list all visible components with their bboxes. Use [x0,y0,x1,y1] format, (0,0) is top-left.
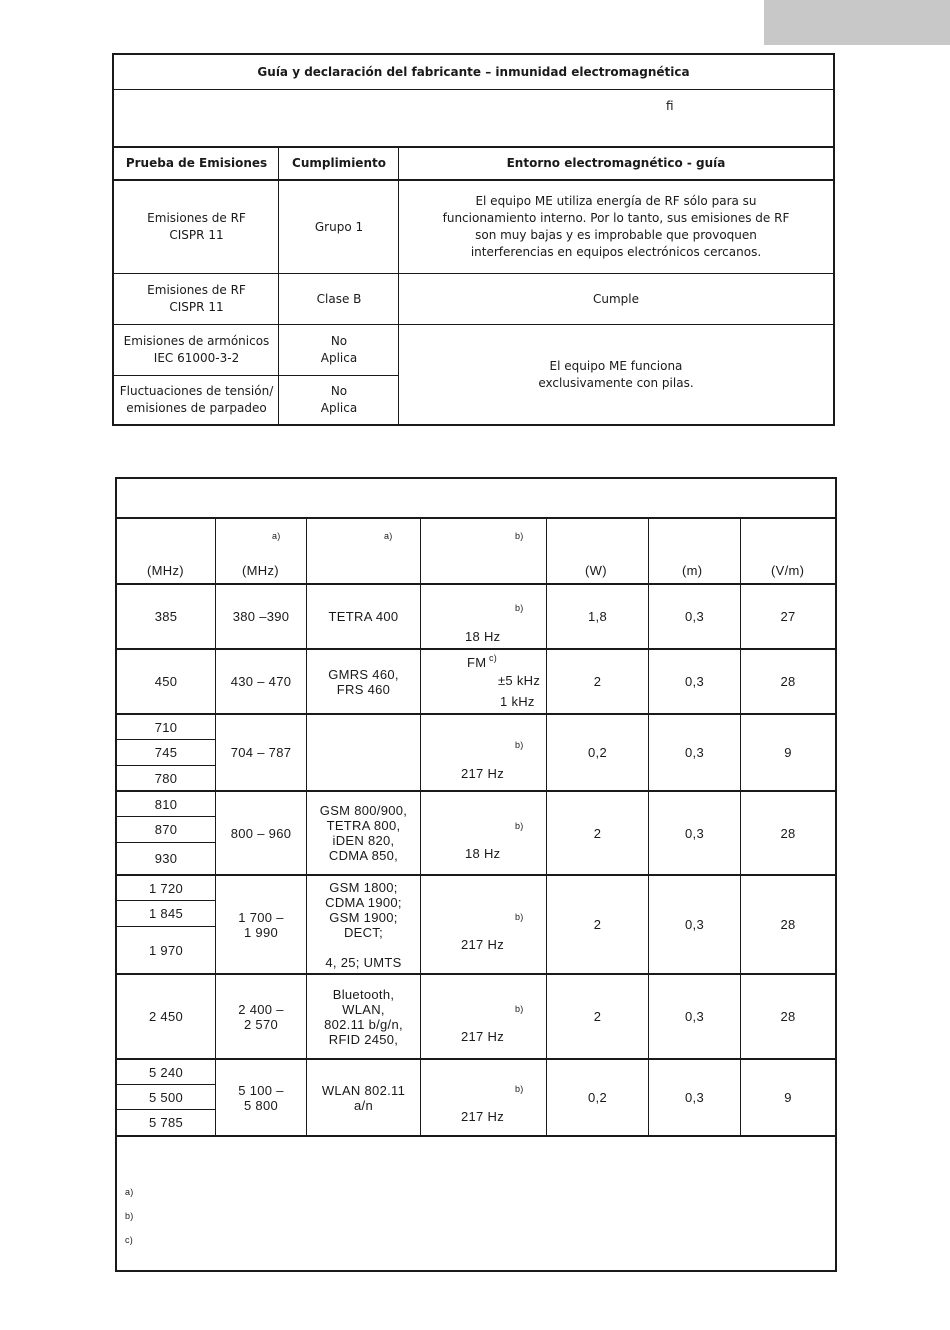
footnote-marker-a: a) [125,1187,134,1197]
band-cell: 1 700 – 1 990 [238,909,284,940]
footnote-marker-c: c) [125,1235,134,1245]
service-cell: GSM 800/900, TETRA 800, iDEN 820, CDMA 850, [319,803,408,863]
band-cell: 704 – 787 [230,745,292,760]
freq-cell: 1 970 [148,942,184,958]
freq-cell: 385 [154,609,178,624]
header-note-service: a) [384,531,393,541]
modulation-text: 217 Hz [461,937,504,952]
freq-cell: 1 720 [148,880,184,896]
distance-cell: 0,3 [685,745,704,760]
distance-cell: 0,3 [685,1090,704,1105]
freq-cell: 780 [154,770,178,786]
header-note-band: a) [272,531,281,541]
service-cell: GSM 1800; CDMA 1900; GSM 1900; DECT; 4, 25; UMTS [325,879,402,970]
row3-test: Emisiones de armónicos IEC 61000-3-2 [123,334,270,365]
header-note-modulation: b) [515,531,524,541]
power-cell: 2 [593,674,602,689]
table-title: Guía y declaración del fabricante – inmunidad electromagnética [257,64,690,79]
power-cell: 1,8 [588,609,607,624]
freq-cell: 810 [154,796,178,812]
unit-band: (MHz) [242,563,279,578]
freq-cell: 2 450 [148,1009,184,1024]
service-cell: Bluetooth, WLAN, 802.11 b/g/n, RFID 2450, [324,986,403,1047]
row3-compliance: No Aplica [320,334,358,365]
modulation-text: 217 Hz [461,766,504,781]
footnote-marker-b: b) [125,1211,134,1221]
band-cell: 380 –390 [232,609,290,624]
power-cell: 2 [593,917,602,932]
freq-cell: 5 785 [148,1115,184,1130]
freq-cell: 745 [154,745,178,760]
rf-immunity-table [115,477,837,1272]
level-cell: 27 [780,609,796,624]
row2-compliance: Clase B [316,291,362,306]
power-cell: 0,2 [588,745,607,760]
freq-cell: 870 [154,822,178,837]
modulation-note: b) [515,1004,524,1014]
row1-compliance: Grupo 1 [314,219,364,234]
row2-test: Emisiones de RF CISPR 11 [147,283,246,314]
row1-test: Emisiones de RF CISPR 11 [147,211,246,242]
modulation-text: 18 Hz [465,846,501,861]
service-cell: TETRA 400 [328,609,399,624]
freq-cell: 930 [154,851,178,866]
level-cell: 28 [780,825,796,841]
power-cell: 2 [593,825,602,841]
band-cell: 800 – 960 [230,825,292,841]
unit-distance: (m) [682,563,703,578]
modulation-note: b) [515,1084,524,1094]
freq-cell: 5 500 [148,1089,184,1105]
level-cell: 28 [780,674,796,689]
level-cell: 9 [784,745,792,760]
row2-environment: Cumple [592,291,639,306]
emissions-table [112,53,835,426]
freq-cell: 1 845 [148,906,184,921]
band-cell: 5 100 – 5 800 [238,1082,284,1113]
header-compliance: Cumplimiento [292,156,386,170]
row1-environment: El equipo ME utiliza energía de RF sólo para su funcionamiento interno. Por lo tanto, sus emisiones de RF son muy bajas y es improbable que provoquen interferencias en equipos electrónicos cercanos. [442,194,790,259]
modulation-fm: FM [467,655,487,670]
merged-environment: El equipo ME funciona exclusivamente con pilas. [538,358,694,390]
header-environment: Entorno electromagnético - guía [506,156,726,170]
level-cell: 28 [780,917,796,932]
freq-cell: 450 [154,674,178,689]
power-cell: 2 [593,1009,602,1024]
modulation-text: 217 Hz [461,1109,504,1124]
freq-cell: 710 [154,719,178,735]
unit-power: (W) [585,563,607,578]
modulation-deviation: ±5 kHz [498,673,541,688]
distance-cell: 0,3 [685,825,704,841]
page-corner-tab [764,0,950,45]
header-test: Prueba de Emisiones [125,156,268,170]
distance-cell: 0,3 [685,1009,704,1024]
level-cell: 28 [780,1009,796,1024]
power-cell: 0,2 [588,1090,607,1105]
modulation-note: b) [515,740,524,750]
distance-cell: 0,3 [685,674,704,689]
row4-test: Fluctuaciones de tensión/ emisiones de parpadeo [119,384,274,415]
band-cell: 430 – 470 [230,674,292,689]
modulation-text: 18 Hz [465,629,501,644]
modulation-note: b) [515,603,524,613]
modulation-rate: 1 kHz [500,694,535,709]
distance-cell: 0,3 [685,917,704,932]
unit-test-frequency: (MHz) [147,563,184,578]
service-cell: WLAN 802.11 a/n [321,1082,406,1113]
level-cell: 9 [784,1090,792,1105]
distance-cell: 0,3 [685,609,704,624]
freq-cell: 5 240 [148,1064,184,1080]
service-cell [307,715,420,790]
band-cell: 2 400 – 2 570 [238,1001,284,1032]
row4-compliance: No Aplica [320,384,358,415]
modulation-note: b) [515,912,524,922]
service-cell: GMRS 460, FRS 460 [328,666,399,697]
modulation-text: 217 Hz [461,1029,504,1044]
unit-level: (V/m) [771,563,805,578]
modulation-note: b) [515,821,524,831]
intro-fragment: fi [666,99,674,113]
modulation-note: c) [489,653,498,663]
